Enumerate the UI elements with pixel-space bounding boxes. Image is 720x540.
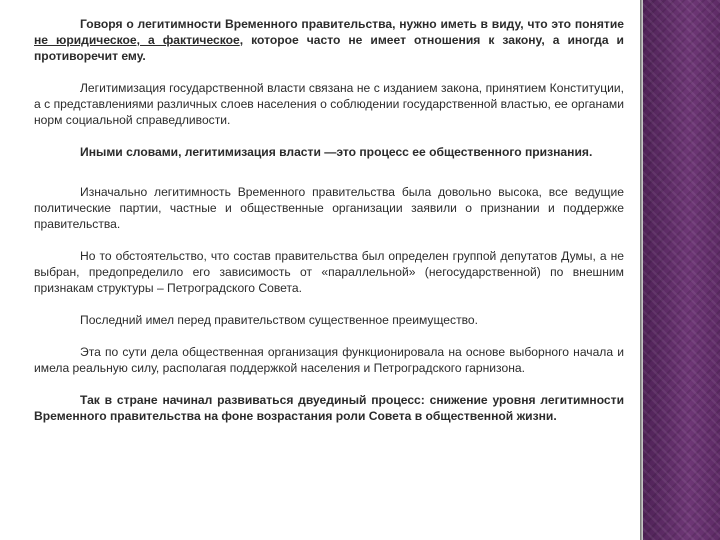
decorative-sidebar: [643, 0, 720, 540]
paragraph-8: Так в стране начинал развиваться двуединый процесс: снижение уровня легитимности Временного правительства на фоне возрастания роли Совета в общественной жизни.: [34, 393, 624, 423]
paragraph-4: Изначально легитимность Временного правительства была довольно высока, все ведущие политические партии, частные и общественные организации заявили о признании и поддержке правительства.: [34, 185, 624, 231]
paragraph-7: Эта по сути дела общественная организация функционировала на основе выборного начала и имела реальную силу, располагая поддержкой населения и Петроградского гарнизона.: [34, 345, 624, 375]
paragraph-1: Говоря о легитимности Временного правительства, нужно иметь в виду, что это понятие не юридическое, а фактическое, которое часто не имеет отношения к закону, а иногда и противоречит ему.: [34, 17, 624, 63]
paragraph-2: Легитимизация государственной власти связана не с изданием закона, принятием Конституции, а с представлениями различных слоев населения о соблюдении государственной властью, ее органами норм социальной справедливости.: [34, 81, 624, 127]
paragraph-6: Последний имел перед правительством существенное преимущество.: [80, 313, 478, 327]
paragraph-5: Но то обстоятельство, что состав правительства был определен группой депутатов Думы, а не выбран, предопределило его зависимость от «параллельной» (негосударственной) по внешним признакам структуры – Петроградского Совета.: [34, 249, 624, 295]
paragraph-3: Иными словами, легитимизация власти —это процесс ее общественного признания.: [80, 145, 593, 159]
document-body: [34, 16, 624, 424]
underlined-phrase: не юридическое, а фактическое: [34, 33, 240, 47]
